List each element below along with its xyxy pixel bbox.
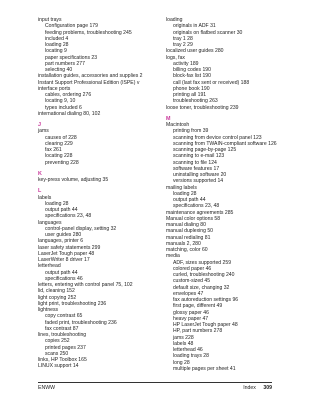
index-entry: jams bbox=[38, 128, 49, 135]
index-column-right bbox=[166, 17, 291, 372]
index-subentry: scanning to file 124 bbox=[173, 159, 217, 166]
index-entry: lid, cleaning 152 bbox=[38, 288, 75, 295]
index-entry: international dialing 80, 102 bbox=[38, 110, 101, 117]
index-subentry: output path 44 bbox=[173, 197, 206, 203]
index-entry: labels bbox=[38, 194, 52, 201]
index-entry: light print, troubleshooting 236 bbox=[38, 300, 107, 307]
index-section-letter: K bbox=[38, 170, 42, 177]
index-subentry: software features 17 bbox=[173, 165, 220, 172]
index-subentry: user guides 280 bbox=[45, 232, 82, 238]
index-subentry: HP, part numbers 278 bbox=[173, 328, 223, 335]
index-entry: light copying 252 bbox=[38, 294, 77, 301]
index-subentry: phone book 190 bbox=[173, 85, 210, 92]
footer-page-info bbox=[243, 385, 272, 392]
index-entry: letterhead bbox=[38, 263, 61, 270]
index-subentry: loading 28 bbox=[45, 200, 69, 207]
index-column-left bbox=[38, 17, 163, 370]
page-footer bbox=[38, 382, 272, 391]
index-subentry: scanning from TWAIN-compliant software 126 bbox=[173, 140, 277, 147]
index-entry: links, HP Toolbox 165 bbox=[38, 357, 87, 363]
index-entry: manual dialing 80 bbox=[166, 222, 206, 228]
index-subentry: types included 6 bbox=[45, 104, 82, 111]
index-subentry: labels 48 bbox=[173, 340, 194, 347]
index-entry: maintenance agreements 285 bbox=[166, 209, 234, 216]
index-entry: laser safety statements 299 bbox=[38, 244, 101, 251]
index-subentry: preventing 228 bbox=[45, 159, 79, 166]
index-subentry: loading 28 bbox=[45, 42, 69, 48]
index-entry: interface ports bbox=[38, 85, 71, 92]
footer-section-name: Index bbox=[243, 385, 256, 391]
index-subentry: first page, different 49 bbox=[173, 303, 223, 310]
index-subentry: scans 250 bbox=[45, 350, 69, 357]
index-subentry: locating 9 bbox=[45, 48, 67, 55]
index-entry: manual duplexing 50 bbox=[166, 228, 214, 235]
index-subentry: specifications 23, 48 bbox=[45, 213, 92, 220]
index-subentry: fax autoreduction settings 96 bbox=[173, 297, 239, 303]
index-subentry: feeding problems, troubleshooting 245 bbox=[45, 29, 132, 36]
index-subentry: copy contrast 65 bbox=[45, 313, 83, 320]
index-subentry: loading trays 28 bbox=[173, 353, 209, 360]
index-entry: key-press volume, adjusting 35 bbox=[38, 177, 109, 183]
index-subentry: clearing 229 bbox=[45, 140, 73, 147]
index-entry: letters, entering with control panel 75, 102 bbox=[38, 282, 133, 288]
index-subentry: versions supported 14 bbox=[173, 178, 224, 185]
index-subentry: printing all 191 bbox=[173, 92, 207, 98]
index-subentry: loading 28 bbox=[173, 190, 197, 197]
index-subentry: activity 189 bbox=[173, 60, 199, 67]
index-subentry: specifications 46 bbox=[45, 275, 83, 282]
index-subentry: heavy paper 47 bbox=[173, 315, 209, 322]
index-entry: Instant Support Professional Edition (ISPE) v bbox=[38, 79, 140, 86]
index-entry: input trays bbox=[38, 17, 62, 23]
index-entry: localized user guides 280 bbox=[166, 48, 224, 55]
index-entry: mailing labels bbox=[166, 184, 197, 191]
footer-doc-code: ENWW bbox=[38, 385, 55, 391]
index-section-letter: J bbox=[38, 122, 41, 128]
index-entry: LaserJet Tough paper 48 bbox=[38, 250, 95, 257]
index-subentry: originals on flatbed scanner 30 bbox=[173, 29, 243, 36]
index-entry: lightness bbox=[38, 307, 59, 313]
index-subentry: block-fax list 190 bbox=[173, 73, 211, 80]
index-subentry: originals in ADF 31 bbox=[173, 23, 216, 30]
index-entry: LaserWriter 8 driver 17 bbox=[38, 257, 90, 263]
index-subentry: uninstalling software 20 bbox=[173, 172, 227, 178]
index-subentry: letterhead 46 bbox=[173, 347, 203, 353]
index-subentry: default size, changing 32 bbox=[173, 284, 230, 291]
index-subentry: tray 2 29 bbox=[173, 42, 193, 48]
index-entry: Manual color options 58 bbox=[166, 215, 221, 222]
page-number: 309 bbox=[263, 385, 272, 391]
index-entry: lines, troubleshooting bbox=[38, 332, 87, 338]
index-subentry: copies 252 bbox=[45, 338, 70, 345]
index-entry: languages, printer 6 bbox=[38, 238, 84, 245]
index-subentry: Configuration page 179 bbox=[45, 23, 98, 30]
index-subentry: selecting 40 bbox=[45, 67, 73, 73]
index-section-letter: M bbox=[166, 115, 171, 122]
index-subentry: paper specifications 23 bbox=[45, 54, 98, 61]
index-entry: installation guides, accessories and supplies 2 bbox=[38, 73, 143, 80]
index-subentry: multiple pages per sheet 41 bbox=[173, 365, 236, 372]
index-subentry: billing codes 190 bbox=[173, 67, 211, 73]
index-subentry: call (last fax sent or received) 188 bbox=[173, 79, 250, 86]
index-subentry: troubleshooting 263 bbox=[173, 98, 218, 105]
index-subentry: long 28 bbox=[173, 359, 190, 366]
index-subentry: part numbers 277 bbox=[45, 60, 85, 67]
index-subentry: jams 228 bbox=[173, 334, 194, 341]
index-subentry: fax contrast 87 bbox=[45, 325, 79, 332]
index-subentry: faded print, troubleshooting 236 bbox=[45, 319, 117, 326]
index-subentry: printing from 39 bbox=[173, 128, 209, 135]
index-entry: Macintosh bbox=[166, 122, 190, 128]
index-subentry: locating 9, 10 bbox=[45, 98, 76, 105]
index-subentry: envelopes 47 bbox=[173, 290, 204, 297]
index-entry: LINUX support 14 bbox=[38, 363, 79, 370]
index-subentry: included 4 bbox=[45, 35, 69, 42]
index-subentry: printed pages 237 bbox=[45, 344, 86, 351]
index-subentry: ADF, sizes supported 259 bbox=[173, 259, 232, 266]
index-subentry: output path 44 bbox=[45, 269, 78, 276]
index-subentry: HP LaserJet Tough paper 48 bbox=[173, 322, 238, 328]
index-subentry: causes of 228 bbox=[45, 134, 77, 141]
index-subentry: colored paper 46 bbox=[173, 265, 212, 272]
index-entry: matching, color 60 bbox=[166, 247, 208, 253]
index-subentry: glossy paper 46 bbox=[173, 309, 209, 316]
index-subentry: output path 44 bbox=[45, 207, 78, 213]
index-subentry: locating 228 bbox=[45, 153, 73, 160]
index-subentry: fax 261 bbox=[45, 147, 62, 153]
index-entry: manuals 2, 280 bbox=[166, 240, 201, 247]
index-subentry: scanning page-by-page 125 bbox=[173, 147, 237, 153]
index-subentry: specifications 23, 48 bbox=[173, 203, 220, 210]
index-entry: logs, fax bbox=[166, 54, 185, 61]
index-entry: media bbox=[166, 253, 180, 260]
index-subentry: cables, ordering 276 bbox=[45, 92, 92, 98]
index-entry: languages bbox=[38, 219, 62, 226]
index-subentry: custom-sized 45 bbox=[173, 278, 211, 285]
index-entry: loading bbox=[166, 17, 183, 23]
index-entry: manual redialing 81 bbox=[166, 234, 211, 241]
index-entry: loose toner, troubleshooting 239 bbox=[166, 104, 239, 111]
index-subentry: scanning to e-mail 123 bbox=[173, 153, 225, 160]
index-subentry: curled, troubleshooting 240 bbox=[173, 272, 235, 278]
index-subentry: scanning from device control panel 123 bbox=[173, 134, 262, 141]
index-subentry: control-panel display, setting 32 bbox=[45, 225, 117, 232]
index-section-letter: L bbox=[38, 188, 42, 195]
index-subentry: tray 1 28 bbox=[173, 35, 193, 42]
